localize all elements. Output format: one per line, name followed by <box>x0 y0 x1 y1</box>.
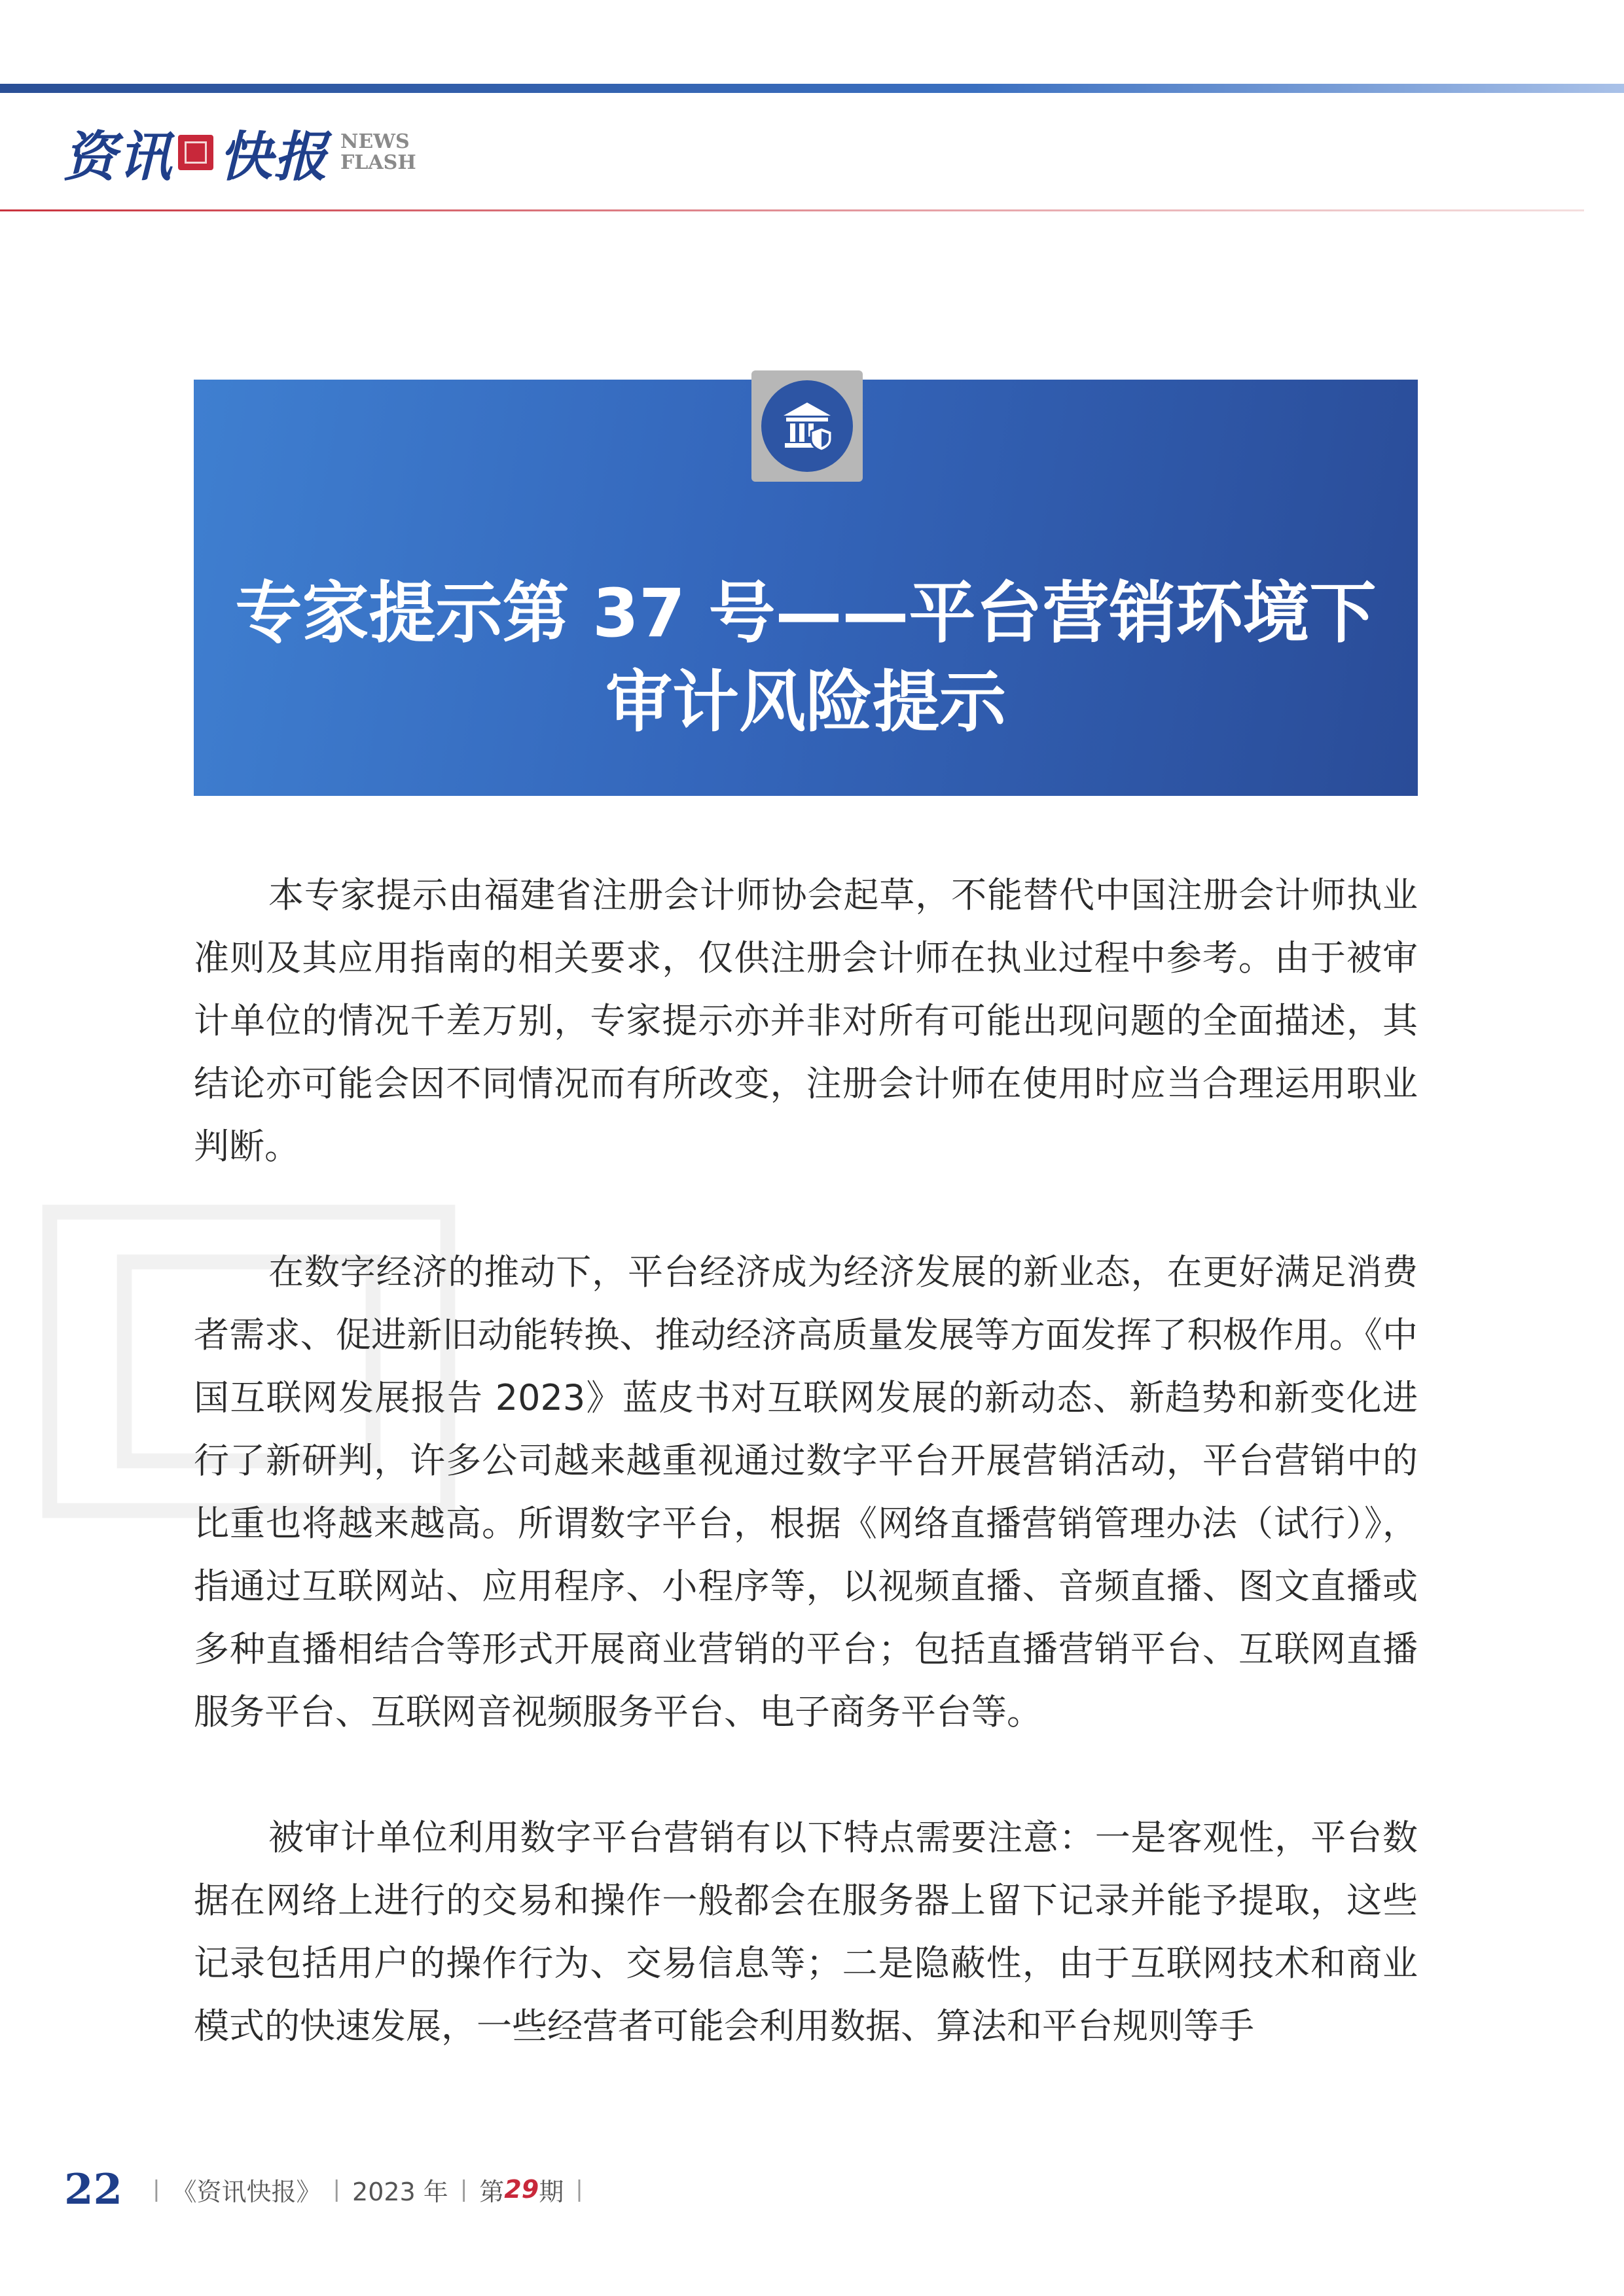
article-body <box>194 864 1418 2121</box>
masthead-title-part1: 资讯 <box>63 125 173 188</box>
footer-year: 2023 年 <box>352 2177 448 2206</box>
masthead-en-line2: FLASH <box>340 151 416 174</box>
footer-publication: 《资讯快报》 <box>171 2177 321 2206</box>
footer-issue-prefix: 第 <box>479 2177 505 2206</box>
paragraph-2: 在数字经济的推动下，平台经济成为经济发展的新业态，在更好满足消费者需求、促进新旧动能转换、推动经济高质量发展等方面发挥了积极作用。《中国互联网发展报告 2023》蓝皮书对互联网发展的新动态、新趋势和新变化进行了新研判，许多公司越来越重视通过数字平台开展营销活动，平台营销中的比重也将越来越高。所谓数字平台，根据《网络直播营销管理办法（试行）》，指通过互联网站、应用程序、小程序等，以视频直播、音频直播、图文直播或多种直播相结合等形式开展商业营销的平台；包括直播营销平台、互联网直播服务平台、互联网音视频服务平台、电子商务平台等。 <box>194 1251 1418 1732</box>
paragraph-1: 本专家提示由福建省注册会计师协会起草，不能替代中国注册会计师执业准则及其应用指南的相关要求，仅供注册会计师在执业过程中参考。由于被审计单位的情况千差万别，专家提示亦并非对所有可能出现问题的全面描述，其结论亦可能会因不同情况而有所改变，注册会计师在使用时应当合理运用职业判断。 <box>194 874 1418 1167</box>
banner-badge <box>751 370 863 482</box>
footer-issue-number: 29 <box>504 2175 539 2204</box>
footer-issue-suffix: 期 <box>539 2177 564 2206</box>
page-number: 22 <box>64 2164 123 2214</box>
footer-separator: | <box>460 2176 468 2202</box>
bank-shield-icon <box>761 380 853 472</box>
paragraph-3: 被审计单位利用数字平台营销有以下特点需要注意：一是客观性，平台数据在网络上进行的交易和操作一般都会在服务器上留下记录并能予提取，这些记录包括用户的操作行为、交易信息等；二是隐蔽性，由于互联网技术和商业模式的快速发展，一些经营者可能会利用数据、算法和平台规则等手 <box>194 1817 1418 2047</box>
top-accent-bar <box>0 84 1624 93</box>
footer-separator: | <box>153 2176 160 2202</box>
masthead-en-line1: NEWS <box>340 130 410 153</box>
article-title-line1: 专家提示第 37 号——平台营销环境下 <box>235 575 1377 653</box>
page-footer <box>64 2160 595 2219</box>
masthead-title-part2: 快报 <box>219 125 329 188</box>
header-divider <box>0 209 1584 211</box>
footer-separator: | <box>575 2176 583 2202</box>
article-title <box>194 569 1418 747</box>
masthead-english <box>340 132 416 173</box>
article-title-line2: 审计风险提示 <box>605 664 1006 742</box>
masthead <box>63 117 416 188</box>
seal-icon <box>178 135 213 170</box>
footer-separator: | <box>333 2176 341 2202</box>
